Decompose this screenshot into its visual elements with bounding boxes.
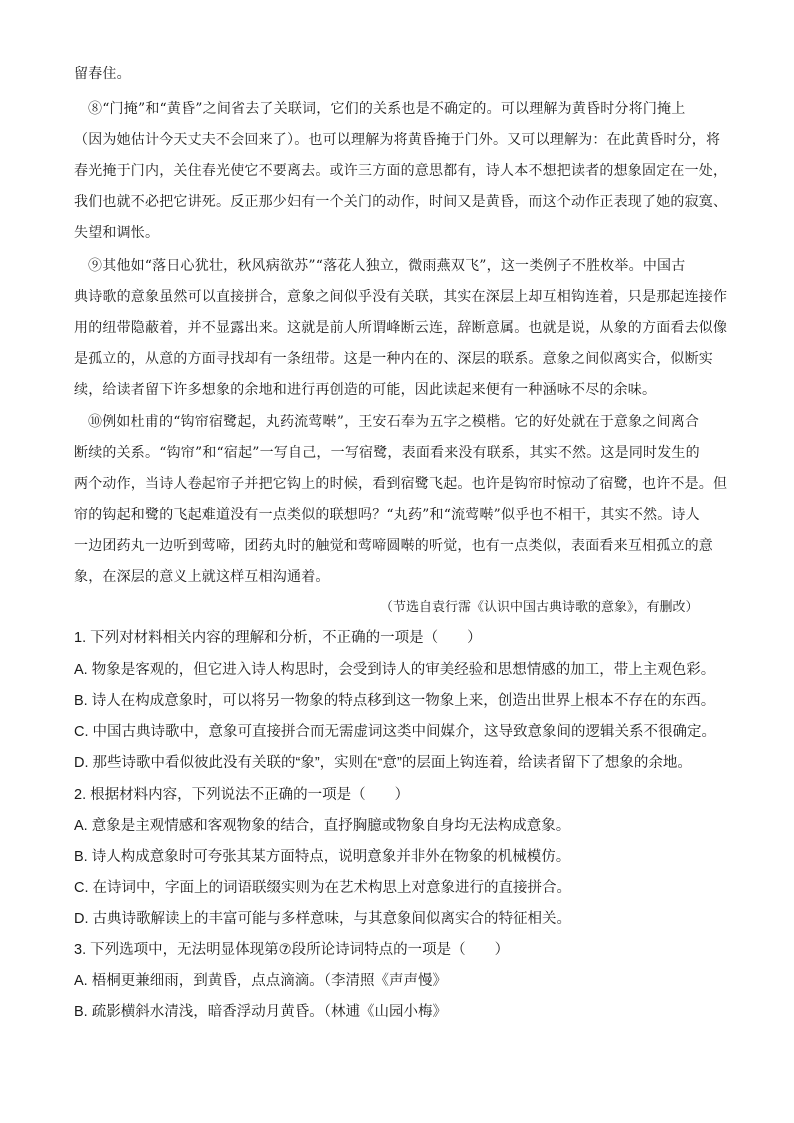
question-1-option-d: D. 那些诗歌中看似彼此没有关联的“象”，实则在“意”的层面上钩连着，给读者留下了想象的余地。	[74, 755, 692, 771]
passage-line: ⑧“门掩”和“黄昏”之间省去了关联词，它们的关系也是不确定的。可以理解为黄昏时分将门掩上	[88, 101, 686, 117]
question-2-option-c: C. 在诗词中，字面上的词语联缀实则为在艺术构思上对意象进行的直接拼合。	[74, 880, 572, 896]
question-3-option-b: B. 疏影横斜水清浅，暗香浮动月黄昏。（林逋《山园小梅》	[74, 1004, 447, 1020]
passage-line: ⑨其他如“落日心犹壮，秋风病欲苏”“落花人独立，微雨燕双飞”，这一类例子不胜枚举。中国古	[88, 258, 686, 274]
question-3: 3. 下列选项中，无法明显体现第⑦段所论诗词特点的一项是（ ）	[74, 942, 510, 958]
passage-line: 续，给读者留下许多想象的余地和进行再创造的可能，因此读起来便有一种涵咏不尽的余味。	[74, 382, 657, 398]
question-1: 1. 下列对材料相关内容的理解和分析，不正确的一项是（ ）	[74, 630, 482, 646]
question-1-option-c: C. 中国古典诗歌中，意象可直接拼合而无需虚词这类中间媒介，这导致意象间的逻辑关系不很确定。	[74, 724, 717, 740]
question-1-option-b: B. 诗人在构成意象时，可以将另一物象的特点移到这一物象上来，创造出世界上根本不存在的东西。	[74, 693, 716, 709]
passage-line: 一边团药丸一边听到莺啼，团药丸时的触觉和莺啼圆啭的听觉，也有一点类似，表面看来互相孤立的意	[74, 538, 713, 554]
passage-line: 是孤立的，从意的方面寻找却有一条纽带。这是一种内在的、深层的联系。意象之间似离实合，似断实	[74, 351, 713, 367]
question-2: 2. 根据材料内容，下列说法不正确的一项是（ ）	[74, 787, 410, 803]
passage-line: 典诗歌的意象虽然可以直接拼合，意象之间似乎没有关联，其实在深层上却互相钩连着，只是那起连接作	[74, 289, 728, 305]
passage-line: 断续的关系。“钩帘”和“宿起”一写自己，一写宿鹭，表面看来没有联系，其实不然。这是同时发生的	[74, 445, 700, 461]
passage-line: ⑩例如杜甫的“钩帘宿鹭起，丸药流莺啭”，王安石奉为五字之模楷。它的好处就在于意象之间离合	[88, 414, 700, 430]
question-2-option-a: A. 意象是主观情感和客观物象的结合，直抒胸臆或物象自身均无法构成意象。	[74, 818, 571, 834]
passage-line: 春光掩于门内，关住春光使它不要离去。或许三方面的意思都有，诗人本不想把读者的想象固定在一处，	[74, 163, 728, 179]
passage-line: （因为她估计今天丈夫不会回来了）。也可以理解为将黄昏掩于门外。又可以理解为：在此黄昏时分，将	[74, 132, 721, 148]
passage-line: 我们也就不必把它讲死。反正那少妇有一个关门的动作，时间又是黄昏，而这个动作正表现了她的寂寞、	[74, 194, 728, 210]
question-1-option-a: A. 物象是客观的，但它进入诗人构思时，会受到诗人的审美经验和思想情感的加工，带上主观色彩。	[74, 662, 716, 678]
question-2-option-b: B. 诗人构成意象时可夸张其某方面特点，说明意象并非外在物象的机械模仿。	[74, 849, 571, 865]
passage-line: 帘的钩起和鹭的飞起难道没有一点类似的联想吗？“丸药”和“流莺啭”似乎也不相干，其实不然。诗人	[74, 507, 700, 523]
source-citation: （节选自袁行霈《认识中国古典诗歌的意象》，有删改）	[380, 600, 699, 615]
passage-line: 失望和调怅。	[74, 225, 160, 241]
passage-line: 留春住。	[74, 66, 131, 82]
question-3-option-a: A. 梧桐更兼细雨，到黄昏，点点滴滴。（李清照《声声慢》	[74, 973, 447, 989]
question-2-option-d: D. 古典诗歌解读上的丰富可能与多样意味，与其意象间似离实合的特征相关。	[74, 911, 572, 927]
passage-line: 用的纽带隐蔽着，并不显露出来。这就是前人所谓峰断云连，辞断意属。也就是说，从象的方面看去似像	[74, 320, 728, 336]
passage-line: 两个动作，当诗人卷起帘子并把它钩上的时候，看到宿鹭飞起。也许是钩帘时惊动了宿鹭，也许不是。但	[74, 476, 728, 492]
passage-line: 象，在深层的意义上就这样互相沟通着。	[74, 569, 330, 585]
